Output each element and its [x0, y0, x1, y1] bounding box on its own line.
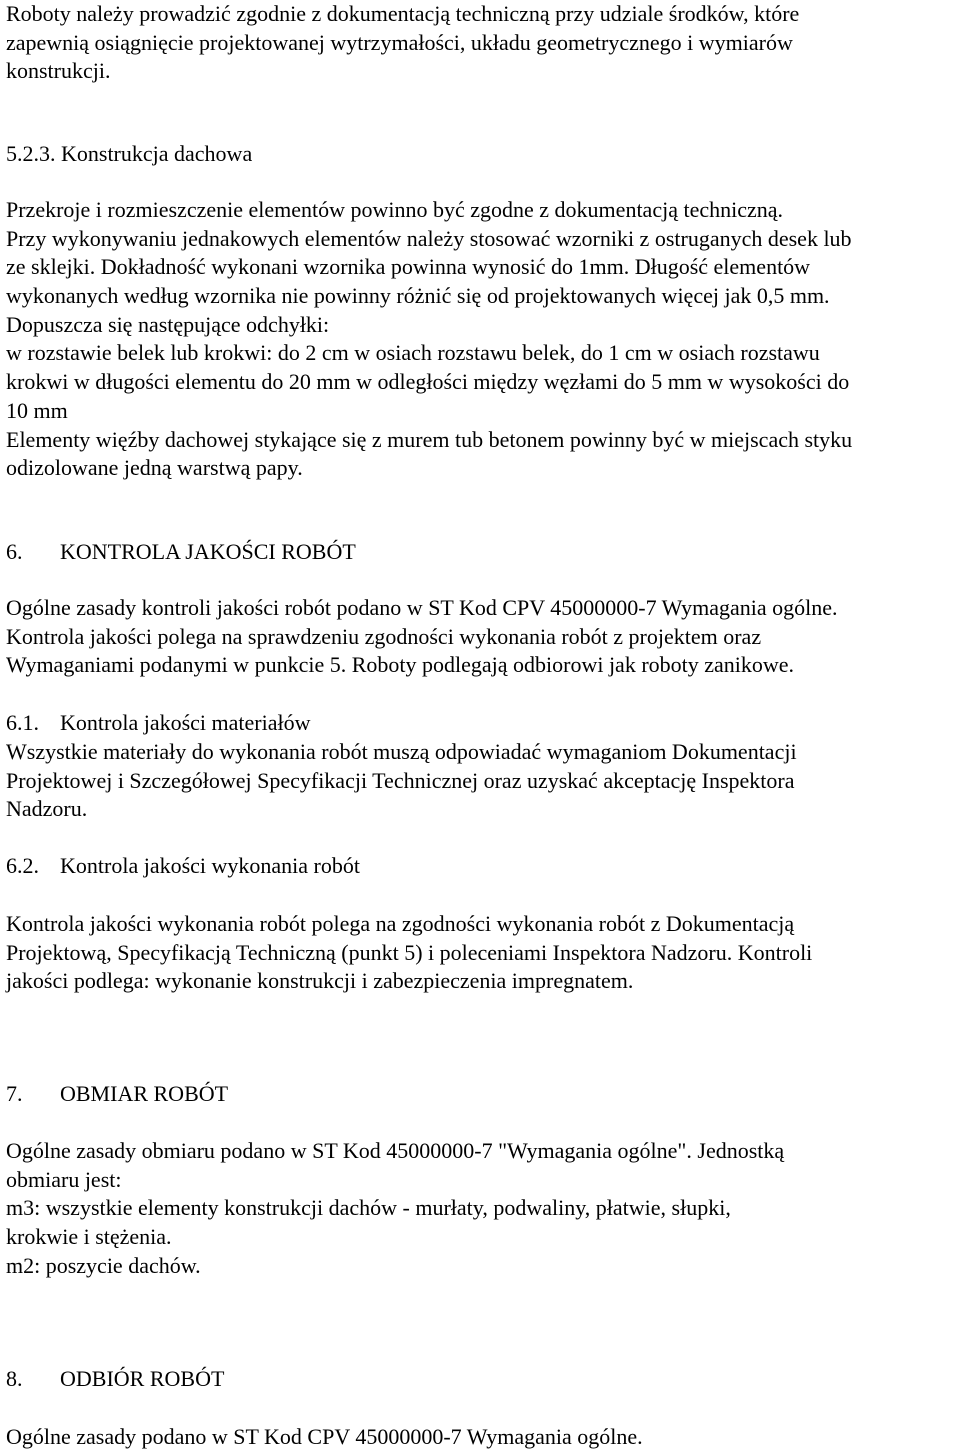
- section-heading-6: [6, 538, 956, 567]
- text-line: m2: poszycie dachów.: [6, 1252, 201, 1278]
- text-line: Projektową, Specyfikacją Techniczną (punkt 5) i poleceniami Inspektora Nadzoru. Kontroli: [6, 939, 813, 965]
- heading-title: Kontrola jakości materiałów: [60, 710, 311, 735]
- text-line: Wymaganiami podanymi w punkcie 5. Roboty podlegają odbiorowi jak roboty zanikowe.: [6, 652, 795, 678]
- text-line: Dopuszcza się następujące odchyłki:: [6, 311, 330, 337]
- section-heading-8: [6, 1365, 956, 1394]
- text-line: Ogólne zasady obmiaru podano w ST Kod 45000000-7 "Wymagania ogólne". Jednostką: [6, 1138, 785, 1163]
- section-6-body: [6, 594, 956, 680]
- text-line: ze sklejki. Dokładność wykonani wzornika powinna wynosić do 1mm. Długość elementów: [6, 254, 811, 280]
- text-line: Nadzoru.: [6, 796, 88, 822]
- heading-number: 6.1.: [6, 710, 39, 735]
- section-8-body: [6, 1423, 956, 1452]
- heading-title: ODBIÓR ROBÓT: [60, 1366, 225, 1391]
- text-line: Wszystkie materiały do wykonania robót muszą odpowiadać wymaganiom Dokumentacji: [6, 739, 797, 764]
- text-line: krokwie i stężenia.: [6, 1224, 172, 1250]
- text-line: jakości podlega: wykonanie konstrukcji i zabezpieczenia impregnatem.: [6, 968, 634, 994]
- text-line: Przekroje i rozmieszczenie elementów powinno być zgodne z dokumentacją techniczną.: [6, 197, 784, 222]
- heading-title: Kontrola jakości wykonania robót: [60, 853, 360, 878]
- text-line: konstrukcji.: [6, 58, 111, 84]
- heading-number: 6.2.: [6, 853, 39, 878]
- heading-title: OBMIAR ROBÓT: [60, 1081, 229, 1106]
- heading-title: KONTROLA JAKOŚCI ROBÓT: [60, 539, 356, 564]
- text-line: 10 mm: [6, 397, 68, 423]
- section-heading-7: [6, 1080, 956, 1109]
- section-6-2-body: [6, 910, 956, 996]
- text-line: wykonanych według wzornika nie powinny różnić się od projektowanych więcej jak 0,5 mm.: [6, 283, 830, 309]
- text-line: m3: wszystkie elementy konstrukcji dachów - murłaty, podwaliny, płatwie, słupki,: [6, 1195, 731, 1221]
- text-line: krokwi w długości elementu do 20 mm w odległości między węzłami do 5 mm w wysokości do: [6, 369, 850, 395]
- section-heading-5-2-3: [6, 140, 956, 169]
- heading-number: 8.: [6, 1366, 23, 1391]
- heading-number: 6.: [6, 539, 23, 564]
- text-line: obmiaru jest:: [6, 1166, 122, 1192]
- text-line: Kontrola jakości polega na sprawdzeniu zgodności wykonania robót z projektem oraz: [6, 623, 762, 649]
- text-line: odizolowane jedną warstwą papy.: [6, 455, 303, 481]
- text-line: Projektowej i Szczegółowej Specyfikacji Technicznej oraz uzyskać akceptację Inspektora: [6, 767, 795, 793]
- text-line: zapewnią osiągnięcie projektowanej wytrzymałości, układu geometrycznego i wymiarów: [6, 29, 793, 55]
- text-line: Ogólne zasady kontroli jakości robót podano w ST Kod CPV 45000000-7 Wymagania ogólne.: [6, 595, 838, 620]
- heading-number: 7.: [6, 1081, 23, 1106]
- text-line: w rozstawie belek lub krokwi: do 2 cm w osiach rozstawu belek, do 1 cm w osiach rozstawu: [6, 340, 820, 366]
- text-line: Kontrola jakości wykonania robót polega na zgodności wykonania robót z Dokumentacją: [6, 911, 795, 936]
- heading-text: 5.2.3. Konstrukcja dachowa: [6, 141, 253, 166]
- section-6-1-body: [6, 738, 956, 824]
- text-line: Roboty należy prowadzić zgodnie z dokumentacją techniczną przy udziale środków, które: [6, 1, 800, 26]
- section-heading-6-2: [6, 852, 956, 881]
- section-5-2-3-body: [6, 196, 956, 483]
- section-heading-6-1: [6, 709, 956, 738]
- text-line: Ogólne zasady podano w ST Kod CPV 45000000-7 Wymagania ogólne.: [6, 1424, 643, 1449]
- text-line: Przy wykonywaniu jednakowych elementów należy stosować wzorniki z ostruganych desek lub: [6, 225, 852, 251]
- intro-paragraph: [6, 0, 956, 86]
- section-7-body: [6, 1137, 956, 1280]
- text-line: Elementy więźby dachowej stykające się z murem tub betonem powinny być w miejscach styku: [6, 426, 853, 452]
